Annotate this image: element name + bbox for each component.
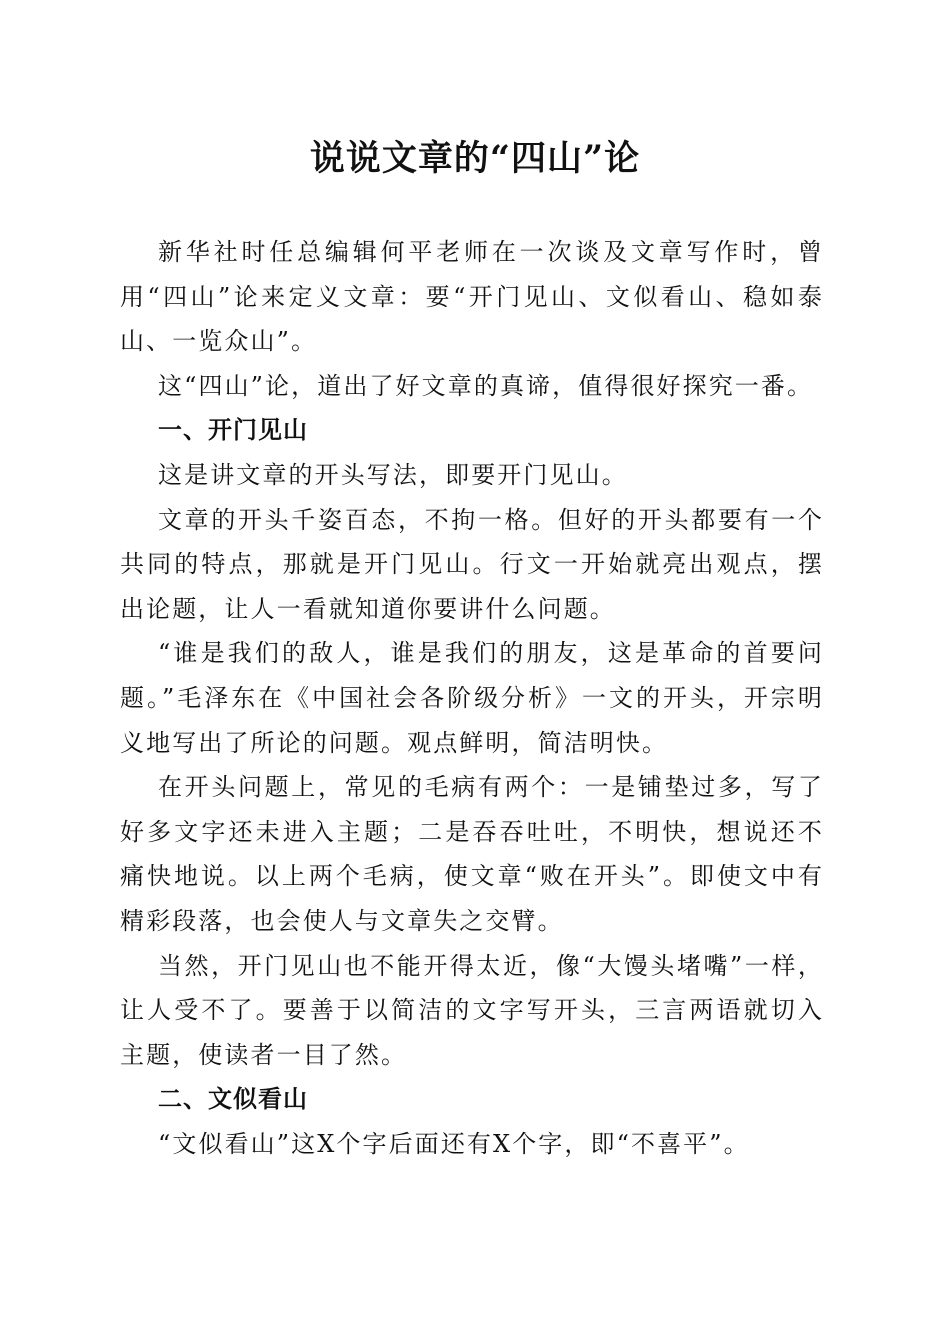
section-heading-2: 二、文似看山 <box>158 1085 308 1114</box>
paragraph: “文似看山”这X个字后面还有X个字，即“不喜平”。 <box>158 1129 750 1158</box>
paragraph: 这是讲文章的开头写法，即要开门见山。 <box>158 460 628 489</box>
section-heading-1: 一、开门见山 <box>158 416 308 445</box>
paragraph: 当然，开门见山也不能开得太近，像“大馒头堵嘴”一样，让人受不了。要善于以简洁的文字写开头，三言两语就切入主题，使读者一目了然。 <box>120 951 824 1069</box>
document-body <box>120 230 824 1166</box>
paragraph-summary: 这“四山”论，道出了好文章的真谛，值得很好探究一番。 <box>158 371 814 400</box>
document-title: 说说文章的“四山”论 <box>309 138 641 179</box>
paragraph: 在开头问题上，常见的毛病有两个：一是铺垫过多，写了好多文字还未进入主题；二是吞吞吐吐，不明快，想说还不痛快地说。以上两个毛病，使文章“败在开头”。即使文中有精彩段落，也会使人与文章失之交臂。 <box>120 773 824 935</box>
paragraph-intro: 新华社时任总编辑何平老师在一次谈及文章写作时，曾用“四山”论来定义文章：要“开门见山、文似看山、稳如泰山、一览众山”。 <box>120 238 824 356</box>
paragraph: 文章的开头千姿百态，不拘一格。但好的开头都要有一个共同的特点，那就是开门见山。行文一开始就亮出观点，摆出论题，让人一看就知道你要讲什么问题。 <box>120 505 824 623</box>
paragraph: “谁是我们的敌人，谁是我们的朋友，这是革命的首要问题。”毛泽东在《中国社会各阶级分析》一文的开头，开宗明义地写出了所论的问题。观点鲜明，简洁明快。 <box>120 639 824 757</box>
